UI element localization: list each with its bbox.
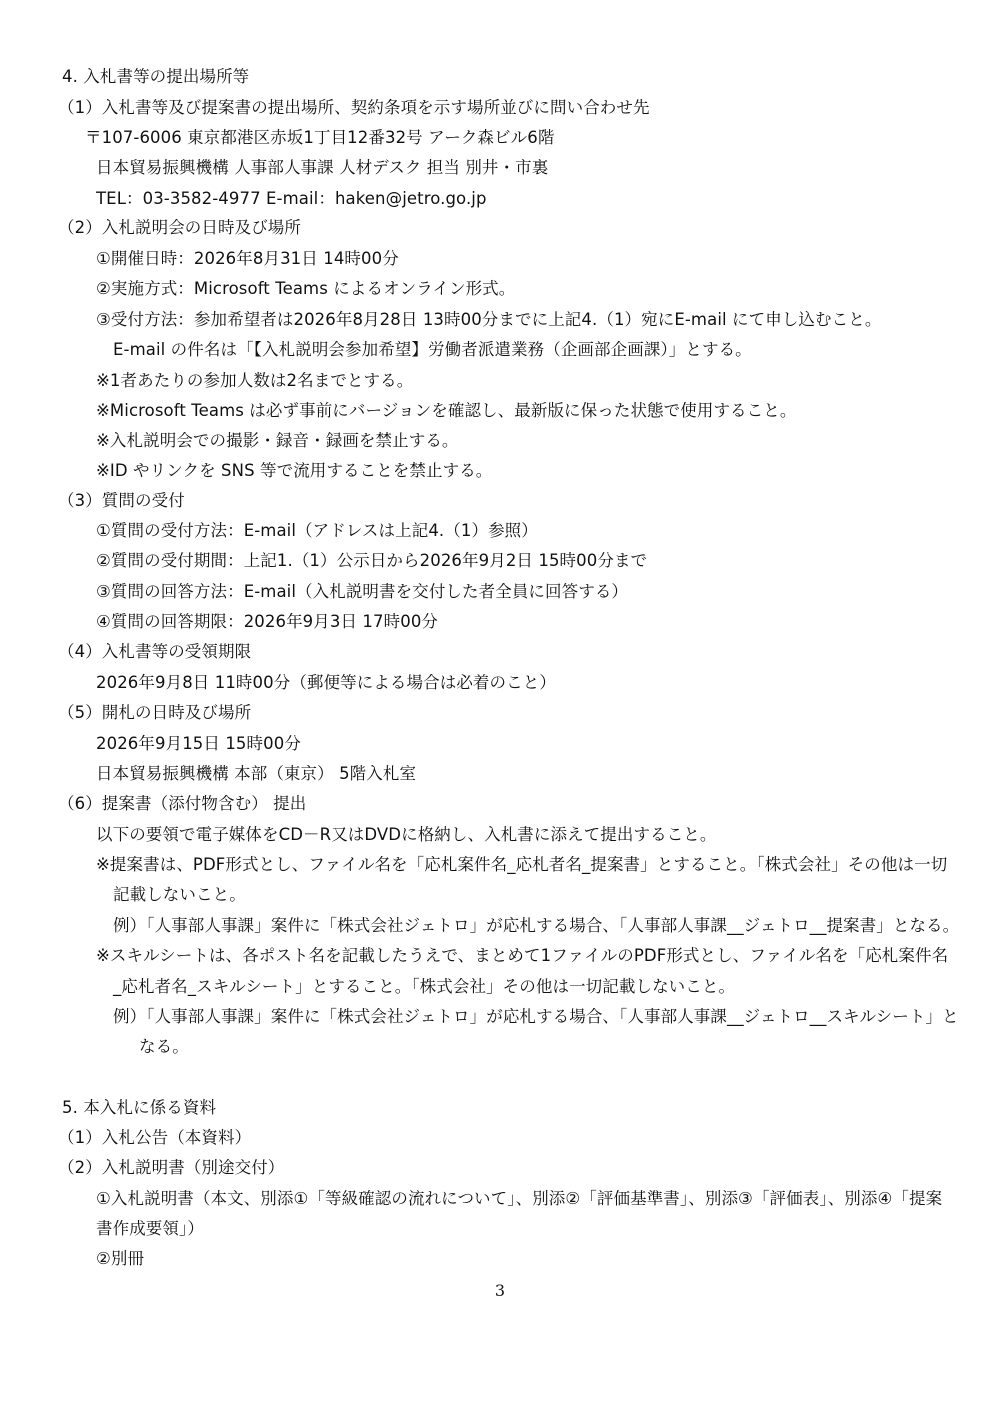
note-item: ※ID やリンクを SNS 等で流用することを禁止する。 xyxy=(96,461,493,480)
paragraph: 以下の要領で電子媒体をCD－R又はDVDに格納し、入札書に添えて提出すること。 xyxy=(96,825,717,844)
list-item: ④質問の回答期限：2026年9月3日 17時00分 xyxy=(96,612,439,631)
list-item: ②質問の受付期間：上記1.（1）公示日から2026年9月2日 15時00分まで xyxy=(96,551,648,570)
list-item: ③受付方法：参加希望者は2026年8月28日 13時00分までに上記4.（1）宛にE-mail にて申し込むこと。 xyxy=(96,310,882,329)
note-item-continuation: 記載しないこと。 xyxy=(113,885,246,904)
example-line: 例）「人事部人事課」案件に「株式会社ジェトロ」が応札する場合、「人事部人事課__ジェトロ__スキルシート」と xyxy=(113,1007,959,1026)
deadline-line: 2026年9月8日 11時00分（郵便等による場合は必着のこと） xyxy=(96,673,556,692)
list-item: ①質問の受付方法：E-mail（アドレスは上記4.（1）参照） xyxy=(96,521,538,540)
example-line-continuation: なる。 xyxy=(139,1037,189,1056)
subsection-5-1-title: （1）入札公告（本資料） xyxy=(58,1128,252,1147)
list-item: ①開催日時：2026年8月31日 14時00分 xyxy=(96,249,399,268)
subsection-4-2-title: （2）入札説明会の日時及び場所 xyxy=(58,218,301,237)
section-5-heading: 5. 本入札に係る資料 xyxy=(62,1098,217,1117)
list-item-continuation: 書作成要領」） xyxy=(96,1219,204,1238)
subsection-4-3-title: （3）質問の受付 xyxy=(58,491,185,510)
list-item: ②別冊 xyxy=(96,1249,145,1268)
organization-line: 日本貿易振興機構 人事部人事課 人材デスク 担当 別井・市裏 xyxy=(96,158,549,177)
list-item-continuation: E-mail の件名は「【入札説明会参加希望】労働者派遣業務（企画部企画課）」とする。 xyxy=(113,340,752,359)
note-item: ※Microsoft Teams は必ず事前にバージョンを確認し、最新版に保った状態で使用すること。 xyxy=(96,401,797,420)
note-item: ※1者あたりの参加人数は2名までとする。 xyxy=(96,371,414,390)
note-item-continuation: _応札者名_スキルシート」とすること。「株式会社」その他は一切記載しないこと。 xyxy=(113,977,736,996)
note-item: ※入札説明会での撮影・録音・録画を禁止する。 xyxy=(96,431,459,450)
opening-datetime: 2026年9月15日 15時00分 xyxy=(96,734,301,753)
note-item: ※スキルシートは、各ポスト名を記載したうえで、まとめて1ファイルのPDF形式とし、ファイル名を「応札案件名 xyxy=(96,946,949,965)
page-number: 3 xyxy=(494,1281,506,1300)
example-line: 例）「人事部人事課」案件に「株式会社ジェトロ」が応札する場合、「人事部人事課__ジェトロ__提案書」となる。 xyxy=(113,916,960,935)
subsection-4-6-title: （6）提案書（添付物含む） 提出 xyxy=(58,794,307,813)
list-item: ①入札説明書（本文、別添①「等級確認の流れについて」、別添②「評価基準書」、別添③「評価表」、別添④「提案 xyxy=(96,1189,943,1208)
contact-line: TEL：03-3582-4977 E-mail：haken@jetro.go.jp xyxy=(96,189,487,208)
list-item: ②実施方式：Microsoft Teams によるオンライン形式。 xyxy=(96,279,516,298)
subsection-4-1-title: （1）入札書等及び提案書の提出場所、契約条項を示す場所並びに問い合わせ先 xyxy=(58,98,650,117)
subsection-5-2-title: （2）入札説明書（別途交付） xyxy=(58,1158,285,1177)
subsection-4-4-title: （4）入札書等の受領期限 xyxy=(58,642,252,661)
note-item: ※提案書は、PDF形式とし、ファイル名を「応札案件名_応札者名_提案書」とすること。「株式会社」その他は一切 xyxy=(96,855,948,874)
address-line: 〒107-6006 東京都港区赤坂1丁目12番32号 アーク森ビル6階 xyxy=(85,128,555,147)
section-4-heading: 4. 入札書等の提出場所等 xyxy=(62,67,250,86)
opening-place: 日本貿易振興機構 本部（東京） 5階入札室 xyxy=(96,764,417,783)
list-item: ③質問の回答方法：E-mail（入札説明書を交付した者全員に回答する） xyxy=(96,582,629,601)
subsection-4-5-title: （5）開札の日時及び場所 xyxy=(58,703,252,722)
